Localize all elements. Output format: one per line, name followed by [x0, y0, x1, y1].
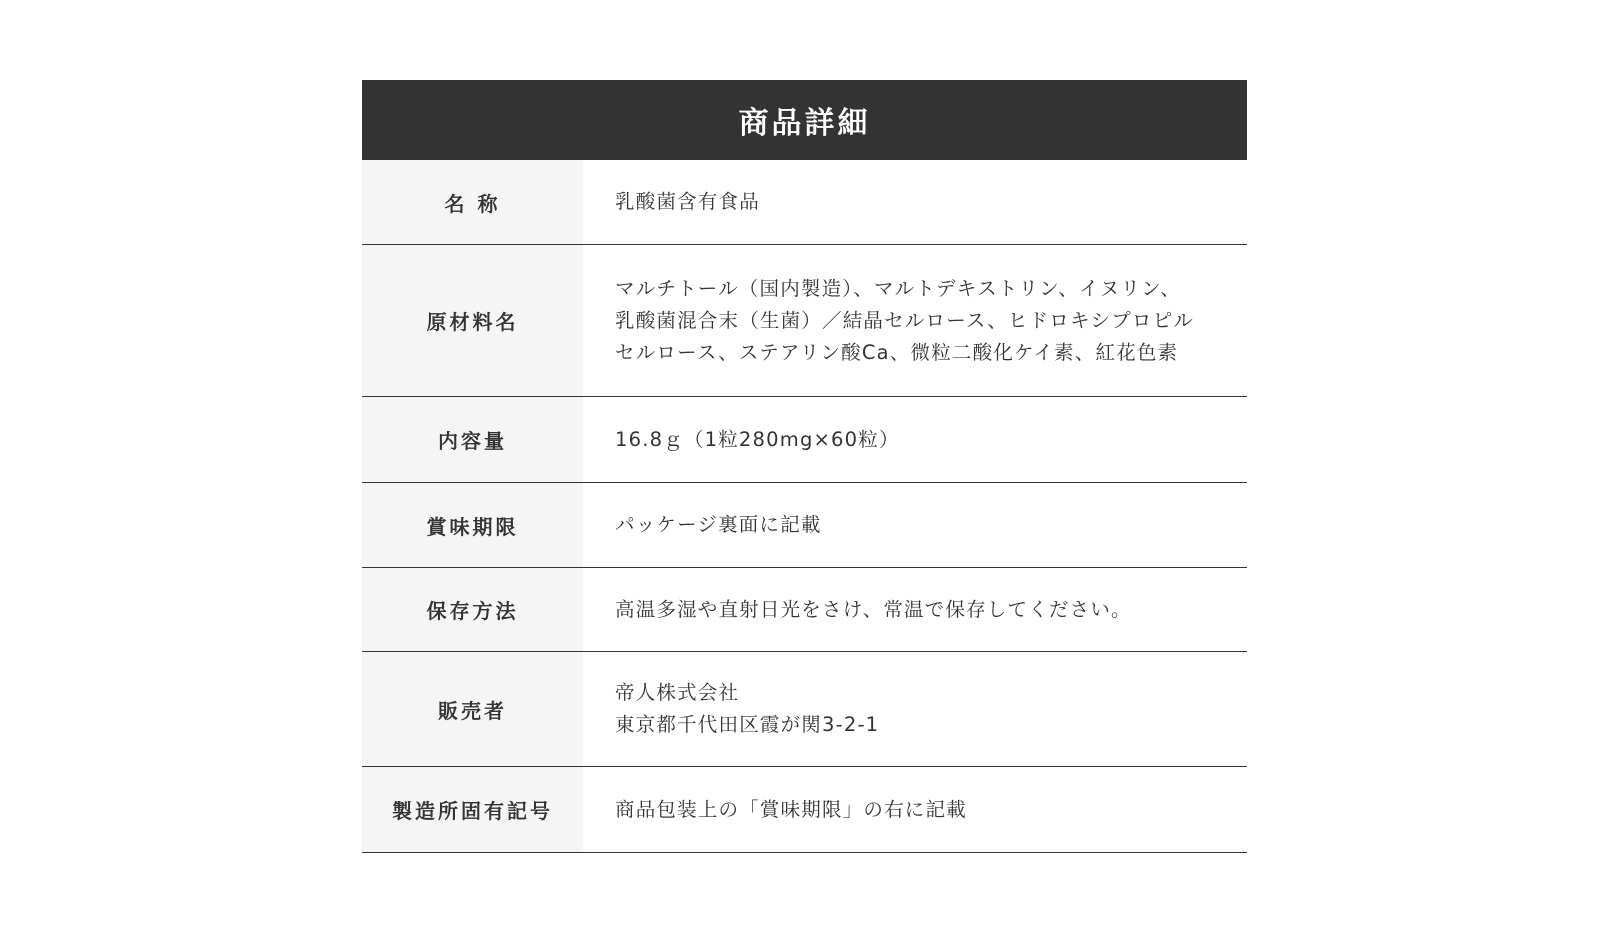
detail-row-seller	[362, 652, 1247, 767]
row-label: 保存方法	[362, 568, 583, 651]
row-value	[583, 652, 1247, 766]
row-value	[583, 767, 1247, 852]
detail-row-manufacturer-code	[362, 767, 1247, 853]
row-value	[583, 397, 1247, 482]
value-line: 東京都千代田区霞が関3-2-1	[615, 713, 880, 736]
value-line: セルロース、ステアリン酸Ca、微粒二酸化ケイ素、紅花色素	[615, 340, 1179, 364]
row-value	[583, 568, 1247, 651]
row-value	[583, 245, 1247, 396]
value-line: マルチトール（国内製造）、マルトデキストリン、イヌリン、	[615, 276, 1181, 300]
product-details-table	[362, 80, 1247, 853]
value-line: 高温多湿や直射日光をさけ、常温で保存してください。	[615, 597, 1132, 621]
row-label: 原材料名	[362, 245, 583, 396]
row-value	[583, 160, 1247, 244]
value-line: 乳酸菌含有食品	[615, 190, 760, 213]
row-value	[583, 483, 1247, 567]
value-line: 帝人株式会社	[615, 681, 740, 704]
section-title: 商品詳細	[362, 80, 1247, 160]
value-line: 16.8ｇ（1粒280mg×60粒）	[615, 427, 900, 451]
value-line: 商品包装上の「賞味期限」の右に記載	[615, 797, 967, 821]
detail-row-best-before	[362, 483, 1247, 568]
row-label: 内容量	[362, 397, 583, 482]
detail-row-ingredients	[362, 245, 1247, 397]
row-label: 販売者	[362, 652, 583, 766]
row-label: 製造所固有記号	[362, 767, 583, 852]
value-line: パッケージ裏面に記載	[615, 513, 822, 536]
detail-row-name	[362, 160, 1247, 245]
detail-row-storage	[362, 568, 1247, 652]
row-label: 名 称	[362, 160, 583, 244]
row-label: 賞味期限	[362, 483, 583, 567]
value-line: 乳酸菌混合末（生菌）／結晶セルロース、ヒドロキシプロピル	[615, 308, 1195, 332]
detail-row-contents	[362, 397, 1247, 483]
